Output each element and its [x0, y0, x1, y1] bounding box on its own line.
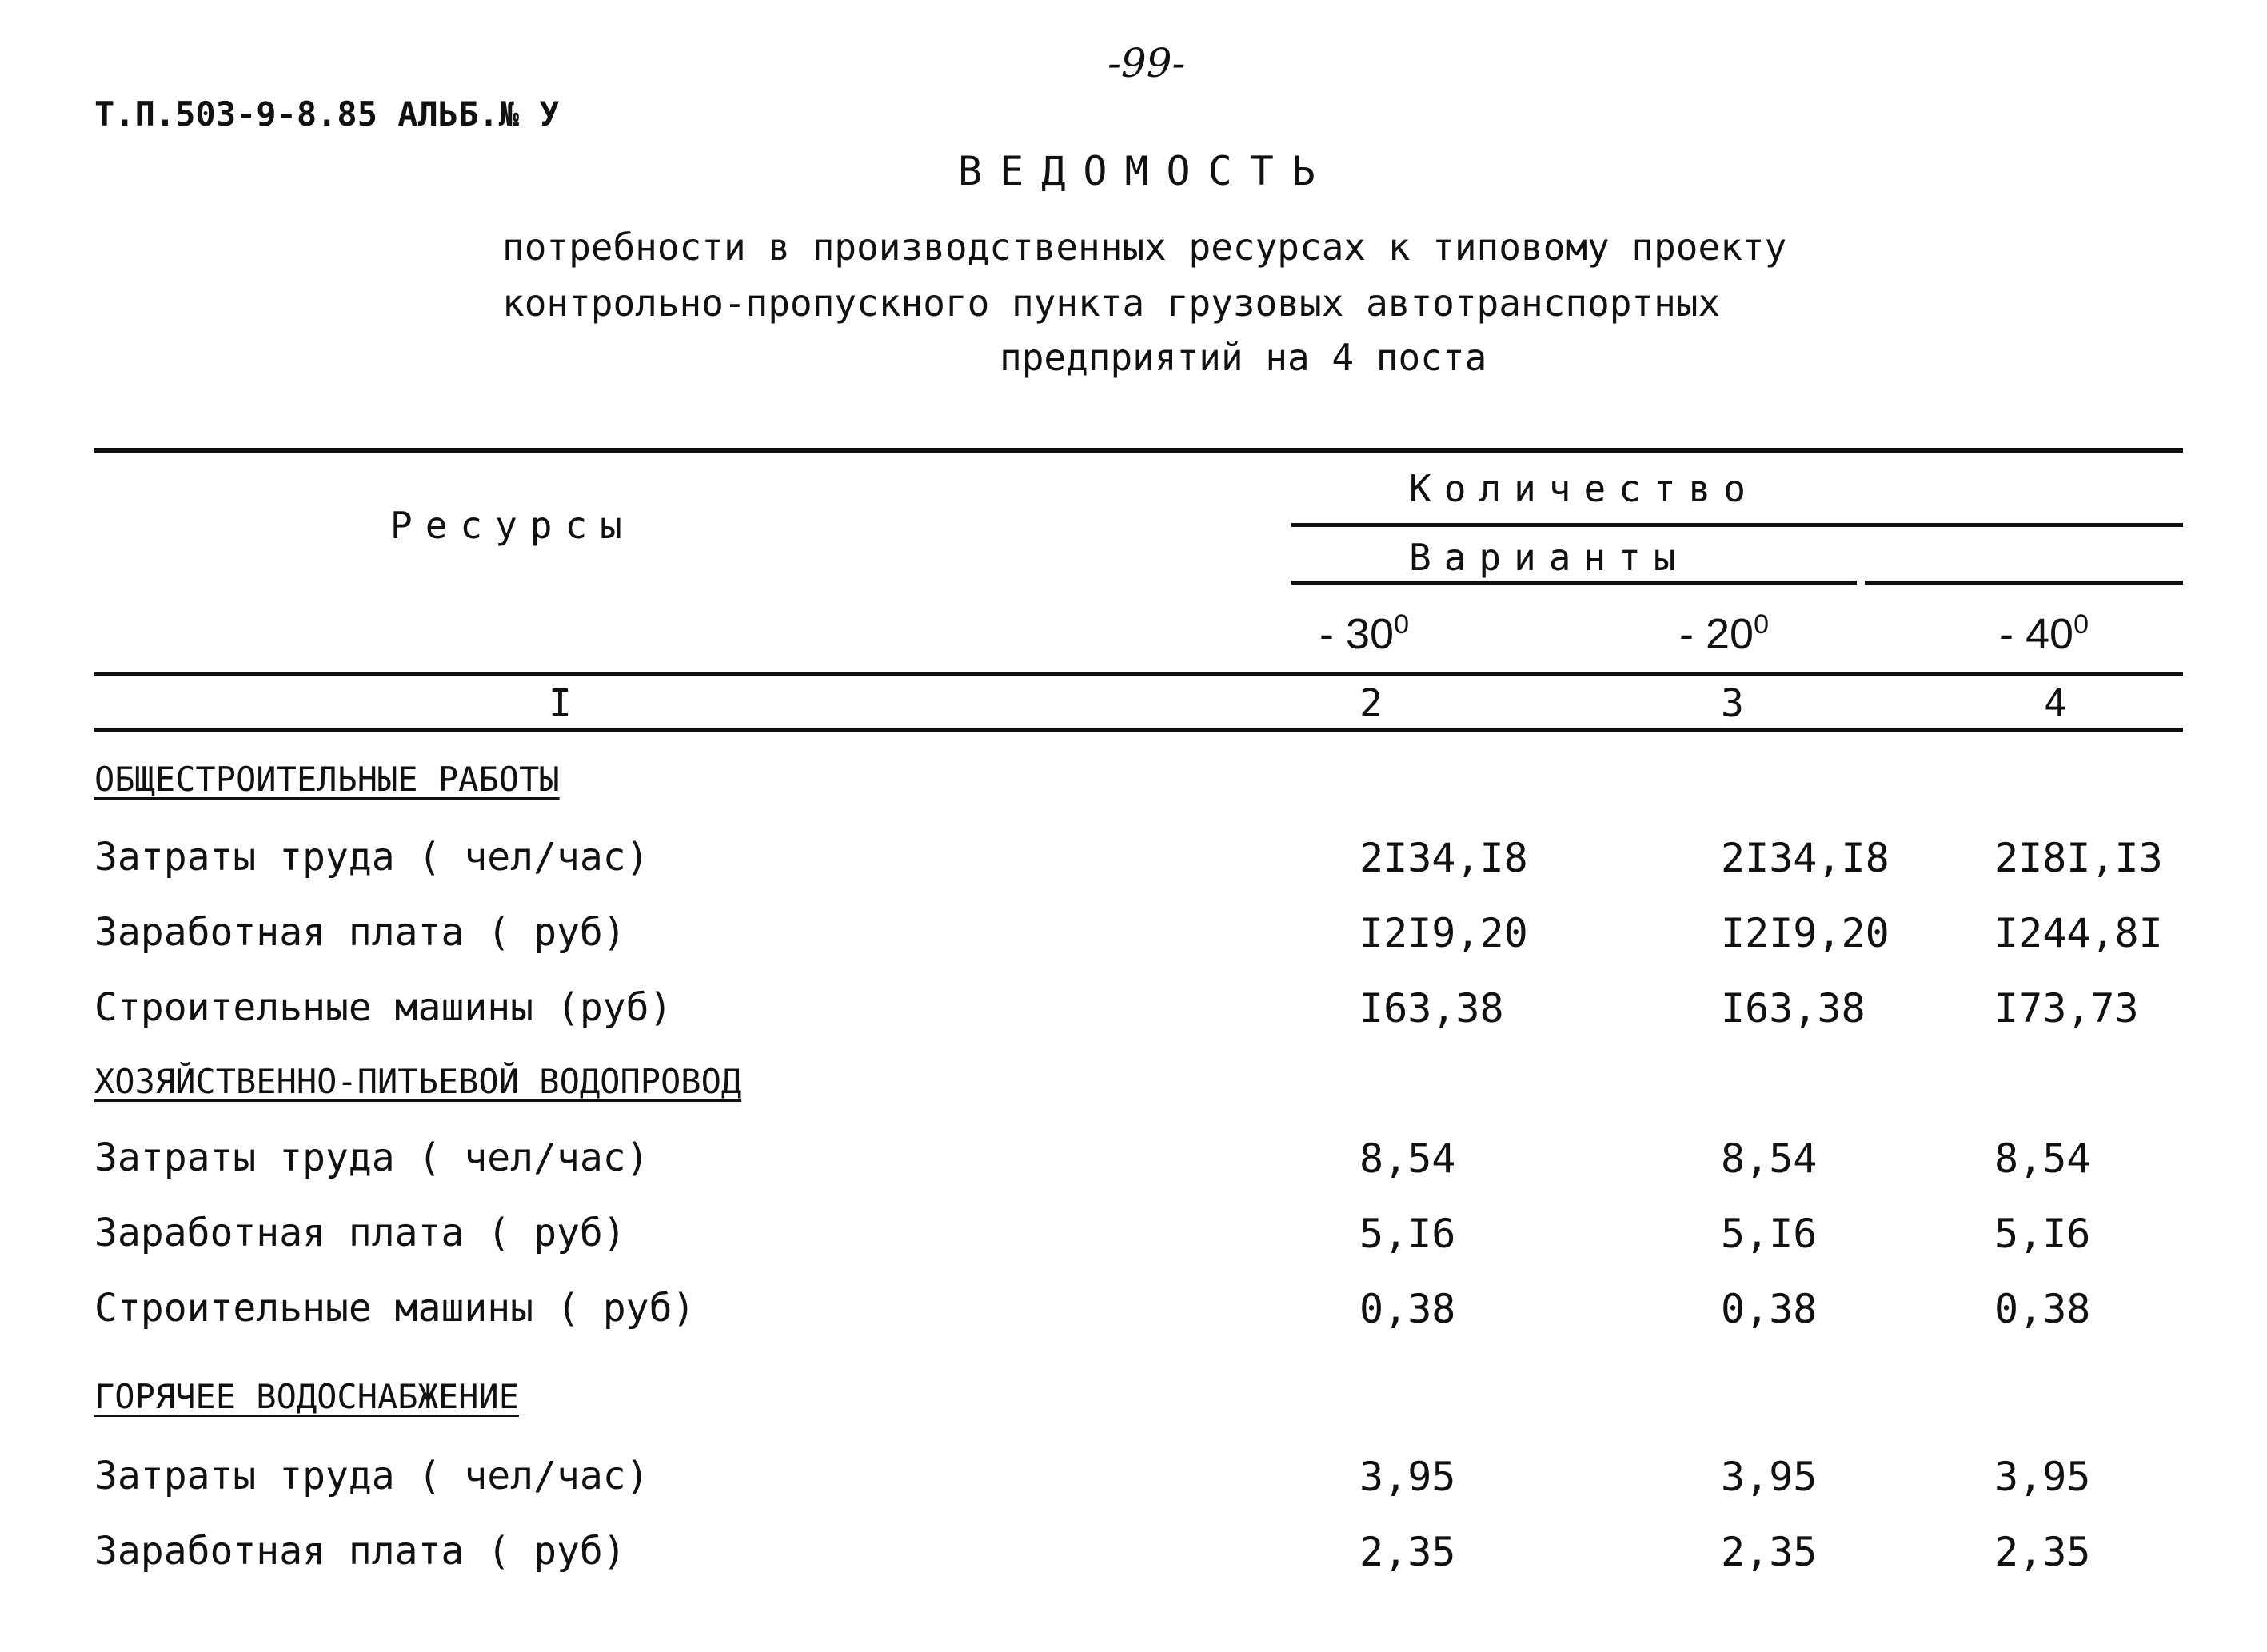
- row-value: 8,54: [1359, 1135, 1456, 1182]
- row-value: I63,38: [1359, 985, 1504, 1032]
- variant-column-3: - $40^0$: [1999, 609, 2089, 658]
- row-value: 5,I6: [1994, 1211, 2091, 1257]
- document-code: Т.П.503-9-8.85 АЛЬБ.№ У: [94, 94, 560, 134]
- variant-column-2: - $20^0$: [1679, 609, 1769, 658]
- column-number-2: 2: [1359, 681, 1383, 726]
- row-value: 2I34,I8: [1359, 835, 1528, 881]
- table-top-rule: [94, 448, 2183, 453]
- row-value: 2I34,I8: [1721, 835, 1890, 881]
- row-value: I73,73: [1994, 985, 2139, 1032]
- row-value: 0,38: [1721, 1286, 1818, 1332]
- row-label: Затраты труда ( чел/час): [94, 835, 649, 880]
- row-value: 3,95: [1721, 1454, 1818, 1500]
- subtitle-line-1: потребности в производственных ресурсах к типовому проекту: [502, 225, 1787, 269]
- subtitle-line-2: контрольно-пропускного пункта грузовых автотранспортных: [502, 281, 1721, 325]
- resource-header: Ресурсы: [390, 504, 635, 547]
- row-label: Заработная плата ( руб): [94, 910, 626, 955]
- row-value: 0,38: [1359, 1286, 1456, 1332]
- row-value: 3,95: [1359, 1454, 1456, 1500]
- row-value: 2,35: [1994, 1529, 2091, 1575]
- row-value: 5,I6: [1721, 1211, 1818, 1257]
- row-label: Заработная плата ( руб): [94, 1211, 626, 1255]
- section-title-water-supply: ХОЗЯЙСТВЕННО-ПИТЬЕВОЙ ВОДОПРОВОД: [94, 1062, 742, 1101]
- column-number-1: I: [549, 681, 572, 726]
- variant-column-1: - $30^0$: [1319, 609, 1409, 658]
- row-label: Заработная плата ( руб): [94, 1529, 626, 1574]
- column-numbers-rule: [94, 728, 2183, 732]
- row-value: I2I9,20: [1721, 910, 1890, 956]
- row-label: Строительные машины (руб): [94, 985, 673, 1030]
- column-number-3: 3: [1721, 681, 1744, 726]
- header-bottom-rule: [94, 672, 2183, 676]
- row-value: 2I8I,I3: [1994, 835, 2163, 881]
- variants-rule-right: [1865, 581, 2183, 585]
- page-number: -99-: [1108, 40, 1186, 86]
- quantity-rule: [1291, 523, 2183, 527]
- document-title: ВЕДОМОСТЬ: [958, 148, 1333, 194]
- section-title-hot-water: ГОРЯЧЕЕ ВОДОСНАБЖЕНИЕ: [94, 1377, 520, 1416]
- quantity-header: Количество: [1409, 467, 1758, 510]
- column-number-4: 4: [2044, 681, 2067, 726]
- row-value: 8,54: [1721, 1135, 1818, 1182]
- row-value: I244,8I: [1994, 910, 2163, 956]
- row-label: Затраты труда ( чел/час): [94, 1454, 649, 1498]
- variants-header: Варианты: [1409, 536, 1689, 579]
- row-value: 0,38: [1994, 1286, 2091, 1332]
- section-title-general-construction: ОБЩЕСТРОИТЕЛЬНЫЕ РАБОТЫ: [94, 760, 560, 799]
- row-value: 8,54: [1994, 1135, 2091, 1182]
- variants-rule-left: [1291, 581, 1857, 585]
- row-value: I63,38: [1721, 985, 1866, 1032]
- row-value: 5,I6: [1359, 1211, 1456, 1257]
- row-value: 2,35: [1359, 1529, 1456, 1575]
- row-value: I2I9,20: [1359, 910, 1528, 956]
- row-value: 2,35: [1721, 1529, 1818, 1575]
- row-value: 3,95: [1994, 1454, 2091, 1500]
- row-label: Затраты труда ( чел/час): [94, 1135, 649, 1180]
- subtitle-line-3: предприятий на 4 поста: [1000, 336, 1487, 379]
- row-label: Строительные машины ( руб): [94, 1286, 696, 1331]
